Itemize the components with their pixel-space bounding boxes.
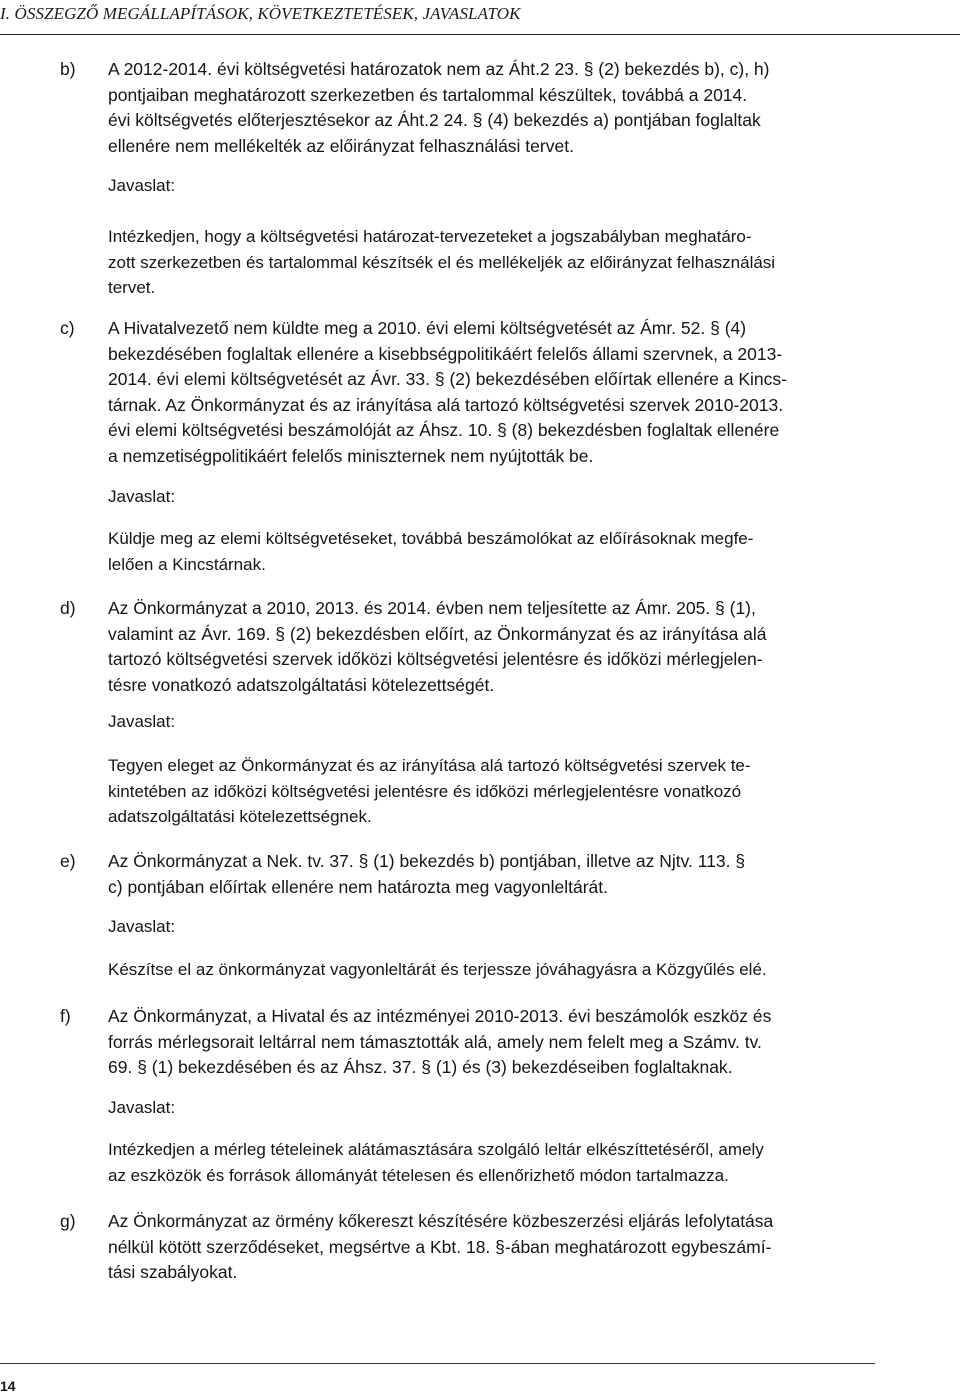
recommendation-line: Készítse el az önkormányzat vagyonleltárát és terjessze jóváhagyásra a Közgyűlés elé.: [108, 960, 767, 979]
item-d-finding: [108, 596, 884, 698]
item-c-recommendation-label: Javaslat:: [108, 487, 176, 506]
item-b-finding: [108, 57, 884, 159]
item-f-finding: [108, 1004, 884, 1081]
finding-line: tárnak. Az Önkormányzat és az irányítása alá tartozó költségvetési szervek 2010-2013.: [108, 394, 784, 415]
finding-line: pontjaiban meghatározott szerkezetben és tartalommal készültek, továbbá a 2014.: [108, 84, 748, 105]
recommendation-line: Küldje meg az elemi költségvetéseket, továbbá beszámolókat az előírásoknak megfe-: [108, 529, 754, 548]
finding-line: bekezdésében foglaltak ellenére a kisebbségpolitikáért felelős állami szervnek, a 2013-: [108, 343, 783, 364]
finding-line: forrás mérlegsorait leltárral nem támasztották alá, amely nem felelt meg a Számv. tv.: [108, 1031, 762, 1052]
item-g-finding: [108, 1209, 884, 1286]
finding-line: Az Önkormányzat a Nek. tv. 37. § (1) bekezdés b) pontjában, illetve az Njtv. 113. §: [108, 851, 746, 871]
finding-line: 69. § (1) bekezdésében és az Áhsz. 37. § (1) és (3) bekezdéseiben foglaltaknak.: [108, 1057, 733, 1077]
item-c-recommendation: [108, 526, 884, 577]
finding-line: évi költségvetés előterjesztésekor az Áht.2 24. § (4) bekezdés a) pontjában foglaltak: [108, 110, 761, 130]
item-label-f: f): [60, 1006, 71, 1026]
finding-line: c) pontjában előírtak ellenére nem határozta meg vagyonleltárát.: [108, 876, 609, 897]
item-e-finding: [108, 849, 884, 900]
item-f-recommendation-label: Javaslat:: [108, 1098, 176, 1117]
recommendation-line: Tegyen eleget az Önkormányzat és az irányítása alá tartozó költségvetési szervek te-: [108, 756, 751, 775]
finding-line: ellenére nem mellékelték az előirányzat felhasználási tervet.: [108, 135, 574, 156]
finding-line: A 2012-2014. évi költségvetési határozatok nem az Áht.2 23. § (2) bekezdés b), c), h): [108, 59, 770, 79]
item-d-recommendation-label: Javaslat:: [108, 712, 176, 731]
recommendation-line: Intézkedjen, hogy a költségvetési határozat-tervezeteket a jogszabályban meghatáro-: [108, 227, 752, 246]
page-number: 14: [0, 1378, 16, 1394]
item-c-finding: [108, 316, 884, 469]
finding-line: Az Önkormányzat a 2010, 2013. és 2014. évben nem teljesítette az Ámr. 205. § (1),: [108, 598, 756, 618]
finding-line: 2014. évi elemi költségvetését az Ávr. 33. § (2) bekezdésében előírtak ellenére a Kincs-: [108, 369, 787, 389]
finding-line: tási szabályokat.: [108, 1262, 238, 1282]
item-f-recommendation: [108, 1137, 884, 1188]
finding-line: Az Önkormányzat az örmény kőkereszt készítésére közbeszerzési eljárás lefolytatása: [108, 1211, 774, 1231]
item-label-b: b): [60, 59, 76, 79]
item-b-recommendation: [108, 224, 884, 301]
finding-line: évi elemi költségvetési beszámolóját az Áhsz. 10. § (8) bekezdésben foglaltak ellenére: [108, 420, 780, 440]
footer-rule: [0, 1363, 875, 1364]
finding-line: A Hivatalvezető nem küldte meg a 2010. évi elemi költségvetését az Ámr. 52. § (4): [108, 318, 747, 338]
finding-line: tésre vonatkozó adatszolgáltatási kötelezettségét.: [108, 674, 495, 695]
item-label-d: d): [60, 598, 76, 618]
header-title: I. ÖSSZEGZŐ MEGÁLLAPÍTÁSOK, KÖVETKEZTETÉSEK, JAVASLATOK: [0, 4, 521, 23]
item-label-e: e): [60, 851, 76, 871]
recommendation-line: zott szerkezetben és tartalommal készítsék el és mellékeljék az előirányzat felhasználási: [108, 252, 776, 272]
recommendation-line: kintetében az időközi költségvetési jelentésre és időközi mérlegjelentésre vonatkozó: [108, 781, 742, 801]
recommendation-line: az eszközök és források állományát tételesen és ellenőrizhető módon tartalmazza.: [108, 1165, 729, 1185]
finding-line: tartozó költségvetési szervek időközi költségvetési jelentésre és időközi mérlegjelen-: [108, 649, 763, 669]
item-d-recommendation: [108, 753, 884, 830]
recommendation-line: lelően a Kincstárnak.: [108, 554, 266, 574]
item-label-c: c): [60, 318, 75, 338]
finding-line: Az Önkormányzat, a Hivatal és az intézményei 2010-2013. évi beszámolók eszköz és: [108, 1006, 772, 1026]
recommendation-line: Intézkedjen a mérleg tételeinek alátámasztására szolgáló leltár elkészíttetéséről, amely: [108, 1140, 764, 1159]
finding-line: a nemzetiségpolitikáért felelős miniszternek nem nyújtották be.: [108, 445, 594, 466]
recommendation-line: tervet.: [108, 278, 156, 297]
finding-line: nélkül kötött szerződéseket, megsértve a Kbt. 18. §-ában meghatározott egybeszámí-: [108, 1236, 772, 1257]
recommendation-line: adatszolgáltatási kötelezettségnek.: [108, 807, 372, 826]
item-b-recommendation-label: Javaslat:: [108, 176, 176, 195]
item-label-g: g): [60, 1211, 76, 1231]
item-e-recommendation-label: Javaslat:: [108, 917, 176, 936]
finding-line: valamint az Ávr. 169. § (2) bekezdésben előírt, az Önkormányzat és az irányítása alá: [108, 623, 767, 644]
item-e-recommendation: [108, 957, 884, 983]
